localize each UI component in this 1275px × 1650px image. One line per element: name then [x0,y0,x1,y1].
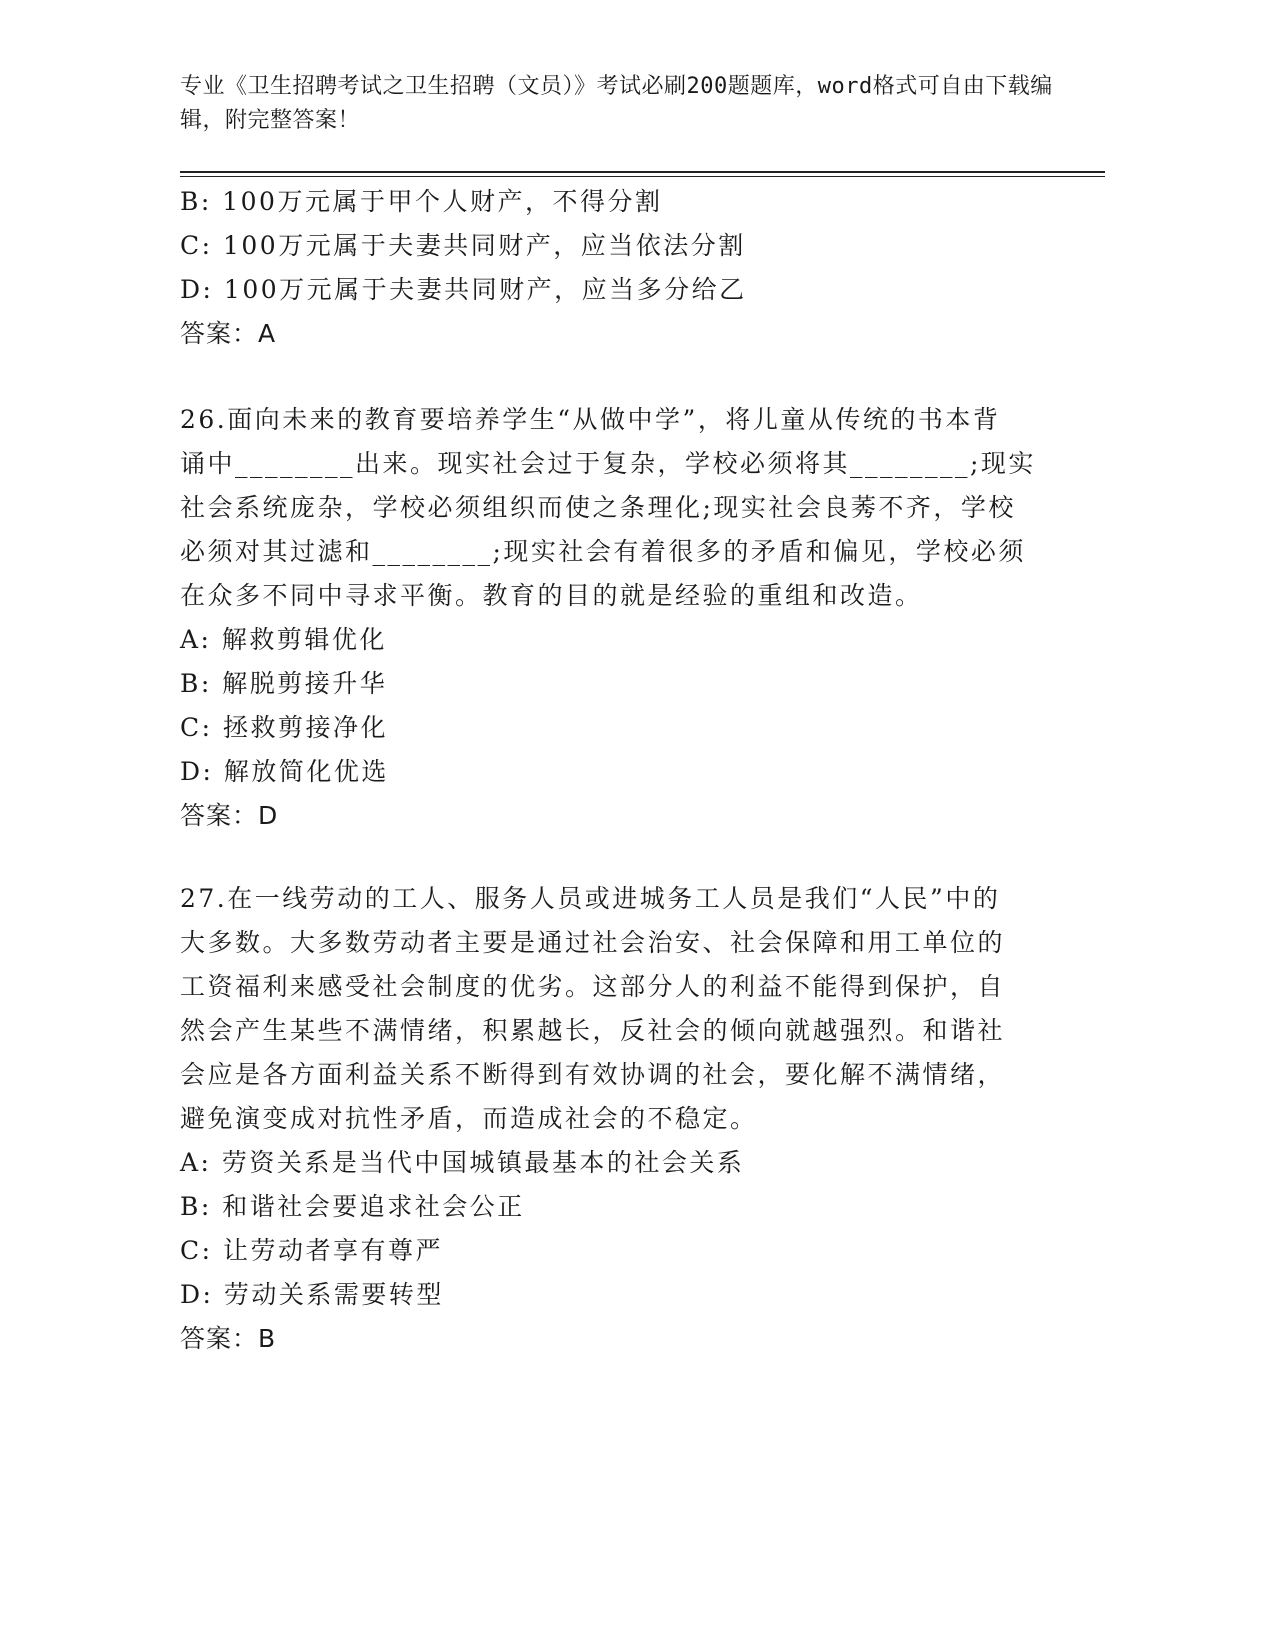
answer: 答案：B [180,1324,277,1353]
question-25-tail [180,180,1030,356]
option-b: B: 解脱剪接升华 [180,669,388,698]
question-text-line: 27.在一线劳动的工人、服务人员或进城务工人员是我们“人民”中的 [180,884,1001,913]
question-text-line: 诵中________出来。现实社会过于复杂，学校必须将其________;现实 [180,449,1036,478]
question-text-line: 大多数。大多数劳动者主要是通过社会治安、社会保障和用工单位的 [180,928,1006,957]
question-text-line: 在众多不同中寻求平衡。教育的目的就是经验的重组和改造。 [180,581,923,610]
question-text-line: 必须对其过滤和________;现实社会有着很多的矛盾和偏见，学校必须 [180,537,1026,566]
header-divider-thick [180,171,1105,173]
answer: 答案：A [180,319,277,348]
option-b: B: 100万元属于甲个人财产，不得分割 [180,187,663,216]
header-divider-thin [180,176,1105,177]
option-c: C: 100万元属于夫妻共同财产，应当依法分割 [180,231,746,260]
question-text-line: 工资福利来感受社会制度的优劣。这部分人的利益不能得到保护，自 [180,972,1006,1001]
header-title: 专业《卫生招聘考试之卫生招聘（文员）》考试必刷200题题库，word格式可自由下载编辑，附完整答案！ [180,74,1053,133]
option-a: A: 劳资关系是当代中国城镇最基本的社会关系 [180,1148,745,1177]
answer: 答案：D [180,801,279,830]
question-text-line: 社会系统庞杂，学校必须组织而使之条理化;现实社会良莠不齐，学校 [180,493,1016,522]
option-d: D: 劳动关系需要转型 [180,1280,444,1309]
question-text-line: 会应是各方面利益关系不断得到有效协调的社会，要化解不满情绪， [180,1060,1006,1089]
option-c: C: 拯救剪接净化 [180,713,388,742]
option-d: D: 解放简化优选 [180,757,389,786]
option-a: A: 解救剪辑优化 [180,625,387,654]
option-c: C: 让劳动者享有尊严 [180,1236,443,1265]
question-text-line: 26.面向未来的教育要培养学生“从做中学”，将儿童从传统的书本背 [180,405,1001,434]
document-header [180,70,1060,138]
option-b: B: 和谐社会要追求社会公正 [180,1192,525,1221]
question-26 [180,398,1036,838]
option-d: D: 100万元属于夫妻共同财产，应当多分给乙 [180,275,747,304]
question-text-line: 避免演变成对抗性矛盾，而造成社会的不稳定。 [180,1104,758,1133]
question-text-line: 然会产生某些不满情绪，积累越长，反社会的倾向就越强烈。和谐社 [180,1016,1006,1045]
question-27 [180,877,1030,1361]
